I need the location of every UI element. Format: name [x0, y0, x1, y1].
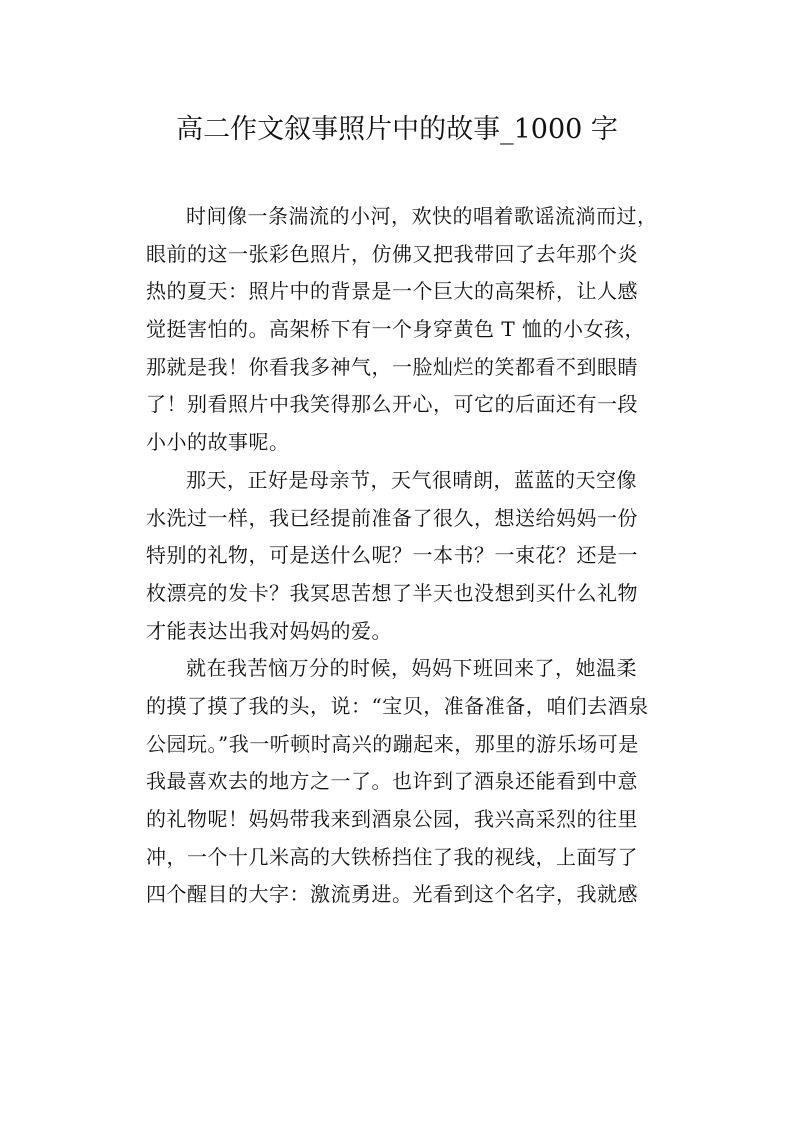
text-line: 了！别看照片中我笑得那么开心，可它的后面还有一段: [146, 392, 638, 417]
text-line: 四个醒目的大字：激流勇进。光看到这个名字，我就感: [146, 882, 638, 907]
text-line: 冲，一个十几米高的大铁桥挡住了我的视线，上面写了: [146, 844, 638, 869]
paragraph-2: [146, 462, 671, 650]
text-line: 我最喜欢去的地方之一了。也许到了酒泉还能看到中意: [146, 769, 638, 794]
text-line: 特别的礼物，可是送什么呢？一本书？一束花？还是一: [146, 543, 638, 568]
paragraph-3: [146, 650, 671, 914]
text-line: 的摸了摸了我的头，说：“宝贝，准备准备，咱们去酒泉: [146, 693, 649, 718]
text-line: 才能表达出我对妈妈的爱。: [146, 618, 392, 643]
text-line: 热的夏天：照片中的背景是一个巨大的高架桥，让人感: [146, 279, 638, 304]
text-line: 就在我苦恼万分的时候，妈妈下班回来了，她温柔: [186, 656, 637, 681]
text-line: 小小的故事呢。: [146, 430, 290, 455]
text-line: 觉挺害怕的。高架桥下有一个身穿黄色 T 恤的小女孩，: [146, 317, 646, 342]
paragraph-1: [146, 198, 671, 462]
document-body: [146, 198, 671, 914]
text-line: 那天，正好是母亲节，天气很晴朗，蓝蓝的天空像: [186, 467, 637, 492]
text-line: 时间像一条湍流的小河，欢快的唱着歌谣流淌而过，: [186, 204, 658, 228]
text-line: 枚漂亮的发卡？我冥思苦想了半天也没想到买什么礼物: [146, 580, 638, 605]
text-line: 的礼物呢！妈妈带我来到酒泉公园，我兴高采烈的往里: [146, 807, 638, 831]
text-line: 水洗过一样，我已经提前准备了很久，想送给妈妈一份: [146, 505, 638, 530]
document-title: 高二作文叙事照片中的故事_1000 字: [176, 114, 618, 145]
text-line: 眼前的这一张彩色照片，仿佛又把我带回了去年那个炎: [146, 241, 638, 266]
text-line: 公园玩。”我一听顿时高兴的蹦起来，那里的游乐场可是: [146, 731, 639, 756]
text-line: 那就是我！你看我多神气，一脸灿烂的笑都看不到眼睛: [146, 354, 638, 379]
